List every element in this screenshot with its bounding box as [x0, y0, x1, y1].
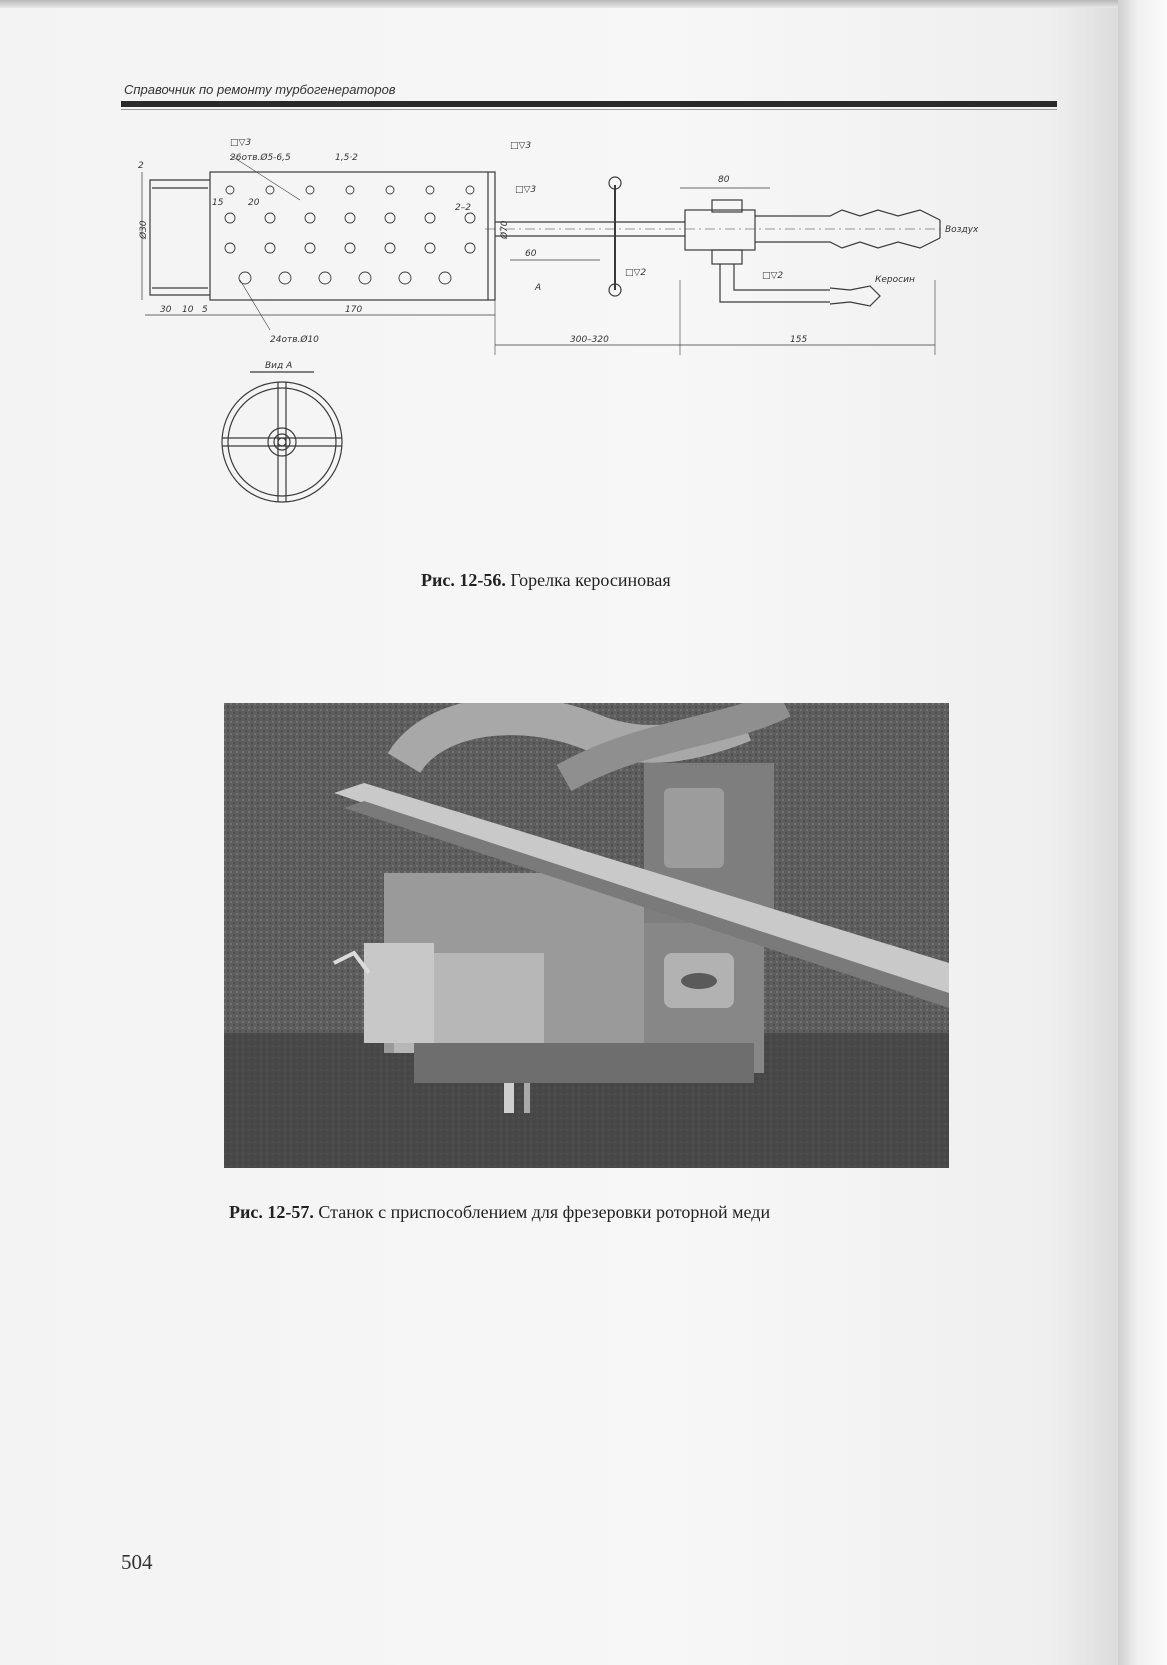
label-len-80: 80 [718, 175, 730, 185]
machine-photo [224, 703, 949, 1168]
page-number: 504 [121, 1550, 153, 1574]
burner-drawing [130, 130, 1060, 550]
label-roughness-1: □▽3 [230, 138, 252, 148]
label-holes-top: 26отв.Ø5-6,5 [230, 153, 291, 163]
label-section: 2–2 [455, 203, 471, 213]
burner-holes [225, 186, 475, 284]
figure-57-title: Станок с приспособлением для фрезеровки роторной меди [318, 1202, 771, 1222]
running-head: Справочник по ремонту турбогенераторов [124, 82, 396, 97]
label-len-155: 155 [790, 335, 808, 345]
label-roughness-5: □▽2 [762, 271, 784, 281]
label-len-170: 170 [345, 305, 363, 315]
burner-collar [150, 180, 210, 295]
label-len-60: 60 [525, 249, 537, 259]
label-len-300: 300–320 [570, 335, 609, 345]
label-pitch: 20 [248, 198, 260, 208]
label-view-a-arrow: А [535, 283, 542, 293]
label-roughness-4: □▽2 [625, 268, 647, 278]
figure-56-caption [421, 570, 671, 591]
label-view-a: Вид А [265, 361, 293, 371]
label-roughness-2: □▽3 [510, 141, 532, 151]
label-dim-2: 2 [138, 161, 144, 171]
label-chamfer: 1,5·2 [335, 153, 358, 163]
view-a-drawing [222, 372, 342, 502]
label-dia-30: Ø30 [139, 220, 149, 239]
label-len-10: 10 [182, 305, 194, 315]
label-dia-70: Ø70 [500, 220, 510, 239]
figure-57-number: Рис. 12-57. [229, 1202, 314, 1222]
header-rule [121, 101, 1057, 107]
figure-57-caption [229, 1202, 770, 1223]
label-len-5: 5 [202, 305, 208, 315]
label-kerosene: Керосин [875, 275, 915, 285]
label-roughness-3: □▽3 [515, 185, 537, 195]
top-edge [0, 0, 1167, 8]
label-holes-bottom: 24отв.Ø10 [270, 335, 319, 345]
label-air: Воздух [945, 225, 979, 235]
burner-body [210, 172, 495, 300]
page-edge-shadow [1118, 0, 1167, 1665]
figure-56-number: Рис. 12-56. [421, 570, 506, 590]
header-rule-thin [121, 109, 1057, 110]
label-len-30: 30 [160, 305, 172, 315]
figure-56-title: Горелка керосиновая [510, 570, 671, 590]
label-pitch-small: 15 [212, 198, 224, 208]
